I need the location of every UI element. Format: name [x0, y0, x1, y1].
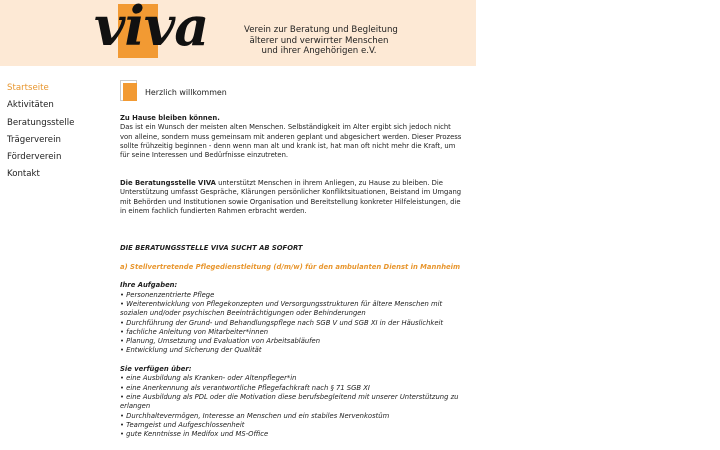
tagline-line: älterer und verwirrter Menschen [249, 35, 389, 46]
list-item: • Durchhaltevermögen, Interesse an Menschen und ein stabiles Nervenkostüm [120, 412, 462, 421]
main-navigation [7, 80, 107, 184]
list-item: • Teamgeist und Aufgeschlossenheit [120, 421, 462, 430]
nav-item-aktivitaeten[interactable]: Aktivitäten [7, 100, 54, 111]
site-header [0, 0, 476, 66]
main-content [120, 80, 462, 439]
list-item: • Entwicklung und Sicherung der Qualität [120, 346, 462, 355]
nav-item-beratungsstelle[interactable]: Beratungsstelle [7, 117, 75, 128]
organization-tagline [244, 25, 398, 57]
requirements-heading: Sie verfügen über: [120, 365, 192, 374]
list-item: • eine Ausbildung als PDL oder die Motivation diese berufsbegleitend mit unserer Unterstützung zu erlangen [120, 393, 462, 412]
list-item: • eine Anerkennung als verantwortliche Pflegefachkraft nach § 71 SGB XI [120, 384, 462, 393]
viva-paragraph [120, 179, 462, 216]
job-heading: DIE BERATUNGSSTELLE VIVA SUCHT AB SOFORT [120, 244, 303, 253]
tagline-line: Verein zur Beratung und Begleitung [244, 25, 398, 35]
requirements-list [120, 374, 462, 439]
nav-item-kontakt[interactable]: Kontakt [7, 169, 40, 180]
list-item: • fachliche Anleitung von Mitarbeiter*innen [120, 328, 462, 337]
welcome-text: Herzlich willkommen [145, 88, 227, 97]
viva-logo[interactable] [94, 0, 224, 60]
tagline-line: und ihrer Angehörigen e.V. [261, 46, 377, 56]
job-title: a) Stellvertretende Pflegedienstleitung (d/m/w) für den ambulanten Dienst in Mannheim [120, 262, 461, 271]
list-item: • gute Kenntnisse in Medifox und MS-Office [120, 430, 462, 439]
viva-paragraph-bold: Die Beratungsstelle VIVA [120, 179, 216, 188]
intro-paragraph: Das ist ein Wunsch der meisten alten Menschen. Selbständigkeit im Alter ergibt sich jedoch nicht von alleine, sondern muss gemeinsam mit anderen geplant und abgesichert werden. Dieser Prozess sollte frühzeitig beginnen - denn wenn man alt und krank ist, hat man oft nicht mehr die Kraft, um für seine Interessen und Bedürfnisse einzutreten. [120, 123, 462, 160]
viva-paragraph-text: unterstützt Menschen in ihrem Anliegen, zu Hause zu bleiben. Die Unterstützung umfasst Gespräche, Klärungen persönlicher Konfliktsituationen, Beistand im Umgang mit Behörden und Institutionen sowie Organisation und Bereitstellung konkreter Hilfeleistungen, die in einem fachlich fundierten Rahmen erbracht werden. [120, 179, 462, 215]
document-icon [120, 80, 138, 102]
list-item: • Weiterentwicklung von Pflegekonzepten und Versorgungsstrukturen für ältere Menschen mit sozialen und/oder psychischen Beeinträchtigungen oder Behinderungen [120, 300, 462, 319]
tasks-list [120, 291, 462, 356]
nav-item-foerderverein[interactable]: Förderverein [7, 152, 62, 163]
intro-heading: Zu Hause bleiben können. [120, 114, 220, 122]
tasks-heading: Ihre Aufgaben: [120, 281, 178, 290]
welcome-heading [120, 80, 462, 102]
list-item: • Durchführung der Grund- und Behandlungspflege nach SGB V und SGB XI in der Häuslichkeit [120, 319, 462, 328]
list-item: • Planung, Umsetzung und Evaluation von Arbeitsabläufen [120, 337, 462, 346]
nav-item-traegerverein[interactable]: Trägerverein [7, 134, 61, 145]
list-item: • Personenzentrierte Pflege [120, 291, 462, 300]
nav-item-startseite[interactable]: Startseite [7, 83, 49, 93]
list-item: • eine Ausbildung als Kranken- oder Altenpfleger*in [120, 374, 462, 383]
logo-text: viva [94, 0, 209, 58]
